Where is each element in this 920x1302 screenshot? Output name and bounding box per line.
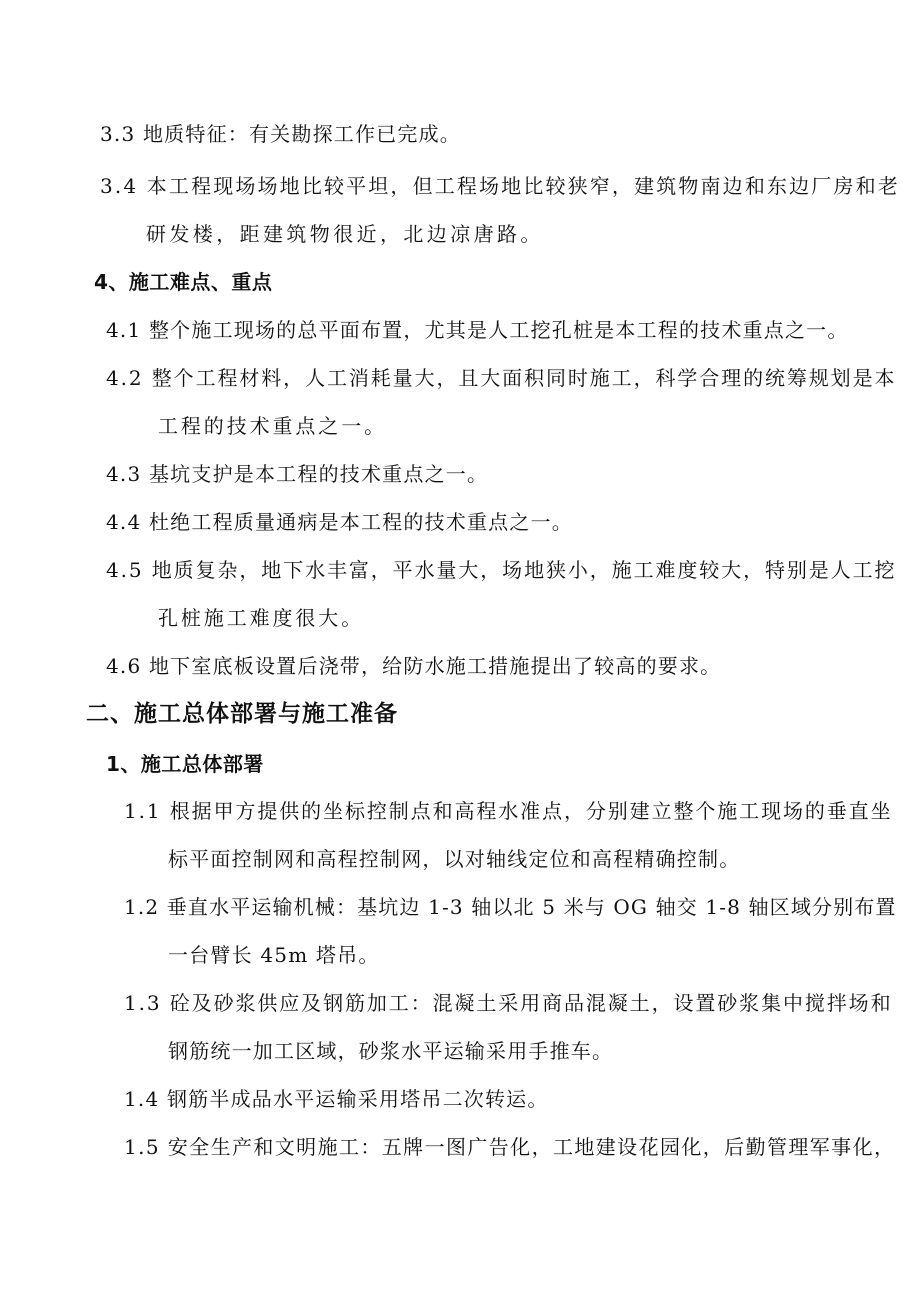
subsection-1-heading: 1、施工总体部署: [106, 752, 264, 776]
paragraph-1-2-line-2: 一台臂长 45m 塔吊。: [168, 943, 380, 967]
paragraph-3-3: 3.3 地质特征：有关勘探工作已完成。: [100, 122, 461, 146]
paragraph-1-3-line-2: 钢筋统一加工区域，砂浆水平运输采用手推车。: [168, 1039, 614, 1063]
part-2-heading: 二、施工总体部署与施工准备: [86, 701, 398, 727]
paragraph-4-6: 4.6 地下室底板设置后浇带，给防水施工措施提出了较高的要求。: [106, 654, 722, 678]
paragraph-4-1: 4.1 整个施工现场的总平面布置，尤其是人工挖孔桩是本工程的技术重点之一。: [106, 318, 849, 342]
paragraph-4-5-line-2: 孔桩施工难度很大。: [158, 606, 365, 630]
paragraph-4-2-line-1: 4.2 整个工程材料，人工消耗量大，且大面积同时施工，科学合理的统筹规划是本: [106, 366, 897, 390]
paragraph-3-4-line-1: 3.4 本工程现场场地比较平坦，但工程场地比较狭窄，建筑物南边和东边厂房和老: [100, 174, 900, 198]
paragraph-1-1-line-2: 标平面控制网和高程控制网，以对轴线定位和高程精确控制。: [168, 847, 741, 871]
section-4-heading: 4、施工难点、重点: [94, 270, 273, 294]
paragraph-4-2-line-2: 工程的技术重点之一。: [158, 414, 387, 438]
paragraph-4-3: 4.3 基坑支护是本工程的技术重点之一。: [106, 462, 489, 486]
paragraph-1-2-line-1: 1.2 垂直水平运输机械：基坑边 1-3 轴以北 5 米与 OG 轴交 1-8 轴区域分别布置: [124, 895, 897, 919]
paragraph-4-4: 4.4 杜绝工程质量通病是本工程的技术重点之一。: [106, 510, 573, 534]
paragraph-4-5-line-1: 4.5 地质复杂，地下水丰富，平水量大，场地狭小，施工难度较大，特别是人工挖: [106, 558, 897, 582]
paragraph-1-5-line-1: 1.5 安全生产和文明施工：五牌一图广告化，工地建设花园化，后勤管理军事化，: [124, 1135, 896, 1159]
paragraph-1-4: 1.4 钢筋半成品水平运输采用塔吊二次转运。: [124, 1087, 549, 1111]
paragraph-1-1-line-1: 1.1 根据甲方提供的坐标控制点和高程水准点，分别建立整个施工现场的垂直坐: [124, 799, 893, 823]
paragraph-1-3-line-1: 1.3 砼及砂浆供应及钢筋加工：混凝土采用商品混凝土，设置砂浆集中搅拌场和: [124, 991, 893, 1015]
paragraph-3-4-line-2: 研发楼，距建筑物很近，北边凉唐路。: [146, 222, 544, 246]
